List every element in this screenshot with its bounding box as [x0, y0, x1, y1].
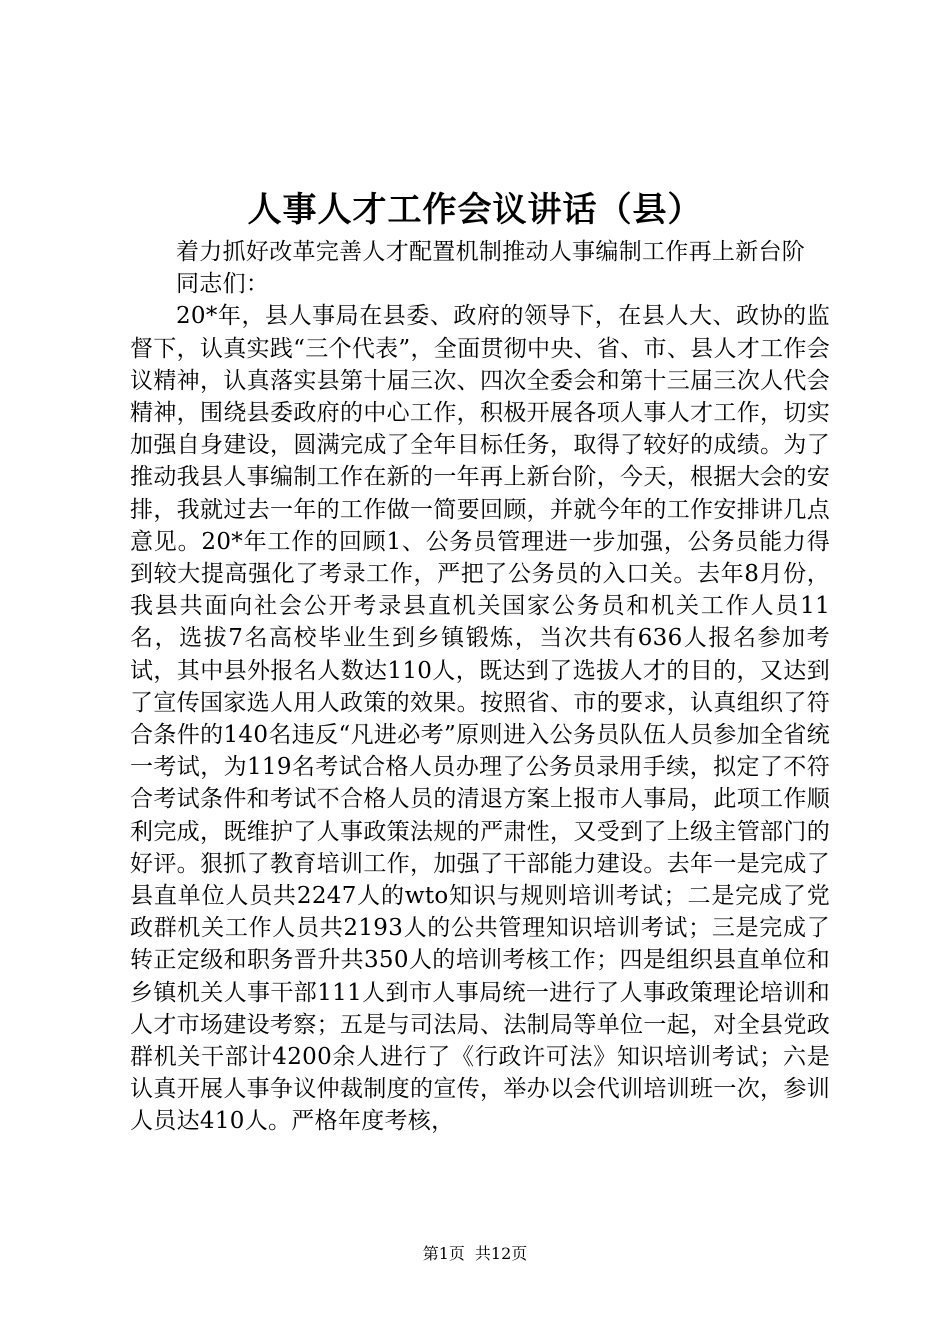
page-footer	[0, 1244, 950, 1264]
document-title: 人事人才工作会议讲话（县）	[247, 190, 703, 230]
document-body	[130, 236, 830, 1138]
page-number-total: 共12页	[474, 1244, 528, 1263]
subtitle-paragraph: 着力抓好改革完善人才配置机制推动人事编制工作再上新台阶	[176, 239, 806, 265]
body-paragraph: 20*年，县人事局在县委、政府的领导下，在县人大、政协的监督下，认真实践“三个代表”，全面贯彻中央、省、市、县人才工作会议精神，认真落实县第十届三次、四次全委会和第十三届三次人代会精神，围绕县委政府的中心工作，积极开展各项人事人才工作，切实加强自身建设，圆满完成了全年目标任务，取得了较好的成绩。为了推动我县人事编制工作在新的一年再上新台阶，今天，根据大会的安排，我就过去一年的工作做一简要回顾，并就今年的工作安排讲几点意见。20*年工作的回顾1、公务员管理进一步加强，公务员能力得到较大提高强化了考录工作，严把了公务员的入口关。去年8月份，我县共面向社会公开考录县直机关国家公务员和机关工作人员11名，选拔7名高校毕业生到乡镇锻炼，当次共有636人报名参加考试，其中县外报名人数达110人，既达到了选拔人才的目的，又达到了宣传国家选人用人政策的效果。按照省、市的要求，认真组织了符合条件的140名违反“凡进必考”原则进入公务员队伍人员参加全省统一考试，为119名考试合格人员办理了公务员录用手续，拟定了不符合考试条件和考试不合格人员的清退方案上报市人事局，此项工作顺利完成，既维护了人事政策法规的严肃性，又受到了上级主管部门的好评。狠抓了教育培训工作，加强了干部能力建设。去年一是完成了县直单位人员共2247人的wto知识与规则培训考试；二是完成了党政群机关工作人员共2193人的公共管理知识培训考试；三是完成了转正定级和职务晋升共350人的培训考核工作；四是组织县直单位和乡镇机关人事干部111人到市人事局统一进行了人事政策理论培训和人才市场建设考察；五是与司法局、法制局等单位一起，对全县党政群机关干部计4200余人进行了《行政许可法》知识培训考试；六是认真开展人事争议仲裁制度的宣传，举办以会代训培训班一次，参训人员达410人。严格年度考核，	[130, 303, 830, 1135]
salutation-paragraph: 同志们：	[176, 271, 270, 298]
page-number-current: 第1页	[422, 1244, 465, 1263]
